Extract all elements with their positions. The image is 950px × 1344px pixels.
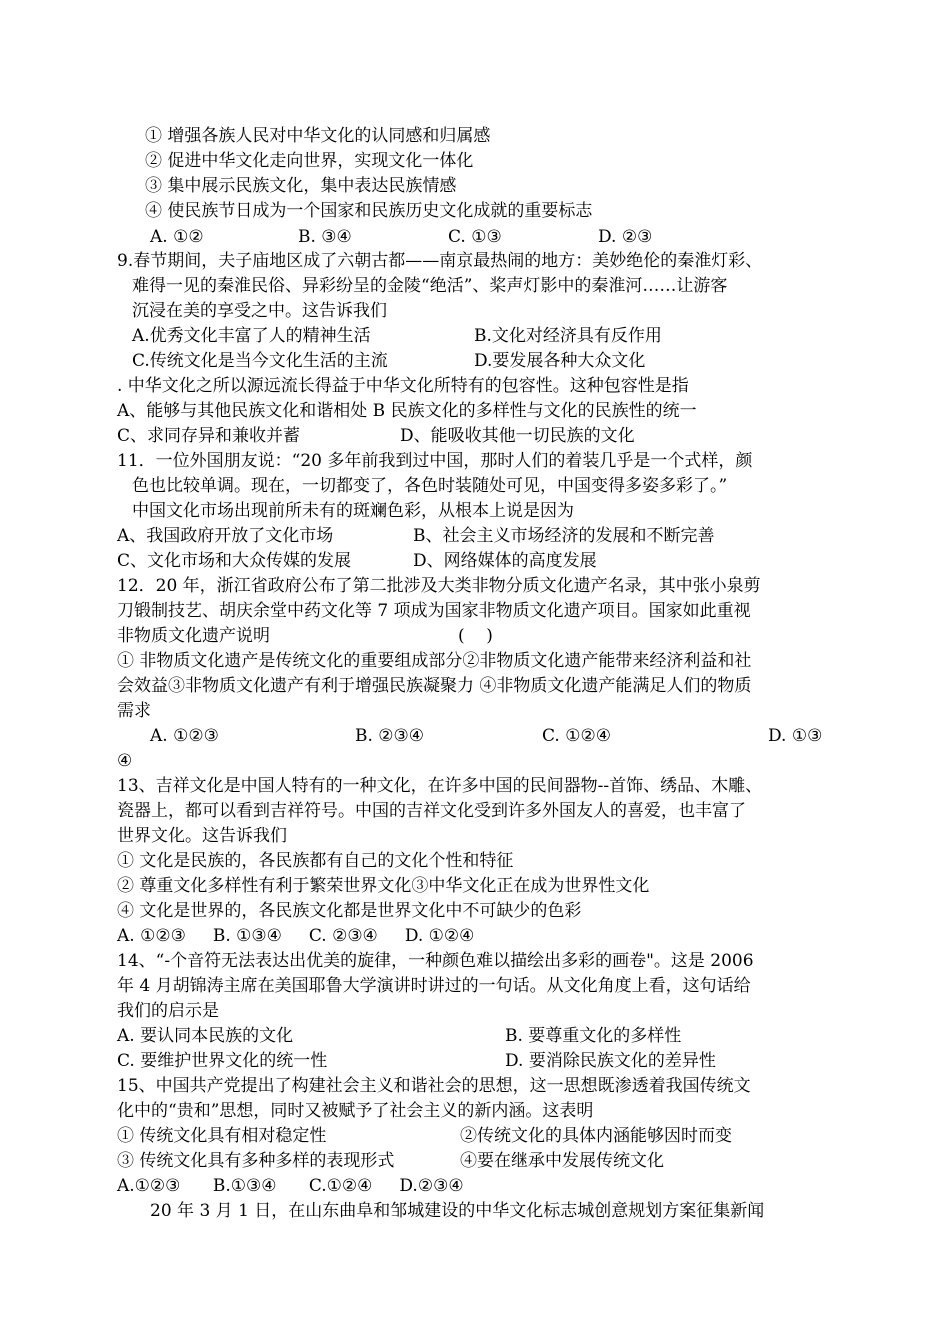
q12-options-line-3: 需求 [117, 701, 151, 721]
q13-answers: A. ①②③ B. ①③④ C. ②③④ D. ①②④ [117, 926, 475, 946]
q12-stem-line-3: 非物质文化遗产说明 [117, 626, 270, 646]
q12-answer-c: C. ①②④ [542, 726, 611, 746]
q11-answer-b: B、社会主义市场经济的发展和不断完善 [413, 526, 715, 546]
q11-stem-line-2: 色也比较单调。现在，一切都变了，各色时装随处可见，中国变得多姿多彩了。” [132, 476, 728, 496]
q14-stem-line-2: 年 4 月胡锦涛主席在美国耶鲁大学演讲时讲过的一句话。从文化角度上看，这句话给 [117, 976, 751, 996]
q15-option-3: ③ 传统文化具有多种多样的表现形式 [117, 1151, 395, 1171]
q15-stem-line-1: 15、中国共产党提出了构建社会主义和谐社会的思想，这一思想既渗透着我国传统文 [117, 1076, 751, 1096]
q14-stem-line-3: 我们的启示是 [117, 1001, 219, 1021]
q15-answers: A.①②③ B.①③④ C.①②④ D.②③④ [117, 1176, 464, 1196]
q8-answer-b: B. ③④ [298, 227, 352, 247]
q13-stem-line-3: 世界文化。这告诉我们 [117, 826, 287, 846]
q10-answer-ab: A、能够与其他民族文化和谐相处 B 民族文化的多样性与文化的民族性的统一 [117, 401, 697, 421]
q11-answer-c: C、文化市场和大众传媒的发展 [117, 551, 352, 571]
q9-stem-line-1: 9.春节期间，夫子庙地区成了六朝古都——南京最热闹的地方：美妙绝伦的秦淮灯彩、 [117, 251, 763, 271]
q8-option-4: ④ 使民族节日成为一个国家和民族历史文化成就的重要标志 [145, 201, 593, 221]
q15-option-2: ②传统文化的具体内涵能够因时而变 [460, 1126, 732, 1146]
q14-stem-line-1: 14、“-个音符无法表达出优美的旋律，一种颜色难以描绘出多彩的画卷"。这是 2006 [117, 951, 754, 971]
q12-answer-b: B. ②③④ [355, 726, 425, 746]
q8-answer-d: D. ②③ [598, 227, 653, 247]
q14-answer-c: C. 要维护世界文化的统一性 [117, 1051, 328, 1071]
q10-answer-c: C、求同存异和兼收并蓄 [117, 426, 301, 446]
q13-option-2-3: ② 尊重文化多样性有利于繁荣世界文化③中华文化正在成为世界性文化 [117, 876, 650, 896]
q12-options-line-1: ① 非物质文化遗产是传统文化的重要组成部分②非物质文化遗产能带来经济利益和社 [117, 651, 752, 671]
q9-answer-b: B.文化对经济具有反作用 [474, 326, 662, 346]
q12-answer-a: A. ①②③ [150, 726, 219, 746]
q8-option-2: ② 促进中华文化走向世界，实现文化一体化 [145, 151, 474, 171]
q12-options-line-2: 会效益③非物质文化遗产有利于增强民族凝聚力 ④非物质文化遗产能满足人们的物质 [117, 676, 752, 696]
q12-stem-line-2: 刀锻制技艺、胡庆余堂中药文化等 7 项成为国家非物质文化遗产项目。国家如此重视 [117, 601, 751, 621]
q14-answer-a: A. 要认同本民族的文化 [117, 1026, 294, 1046]
q15-option-1: ① 传统文化具有相对稳定性 [117, 1126, 327, 1146]
q14-answer-d: D. 要消除民族文化的差异性 [505, 1051, 716, 1071]
q9-stem-line-3: 沉浸在美的享受之中。这告诉我们 [132, 301, 387, 321]
q13-stem-line-2: 瓷器上，都可以看到吉祥符号。中国的吉祥文化受到许多外国友人的喜爱，也丰富了 [117, 801, 746, 821]
q11-stem-line-1: 11．一位外国朋友说：“20 多年前我到过中国，那时人们的着装几乎是一个式样，颜 [117, 451, 753, 471]
q12-answer-d: D. ①③ [768, 726, 823, 746]
q15-option-4: ④要在继承中发展传统文化 [460, 1151, 664, 1171]
q9-stem-line-2: 难得一见的秦淮民俗、异彩纷呈的金陵“绝活”、桨声灯影中的秦淮河……让游客 [132, 276, 728, 296]
q9-answer-c: C.传统文化是当今文化生活的主流 [132, 351, 388, 371]
q9-answer-a: A.优秀文化丰富了人的精神生活 [132, 326, 371, 346]
q8-answer-c: C. ①③ [448, 227, 502, 247]
q14-answer-b: B. 要尊重文化的多样性 [505, 1026, 682, 1046]
q13-option-4: ④ 文化是世界的，各民族文化都是世界文化中不可缺少的色彩 [117, 901, 582, 921]
q16-stem-line-1: 20 年 3 月 1 日，在山东曲阜和邹城建设的中华文化标志城创意规划方案征集新闻 [150, 1201, 765, 1221]
q10-answer-d: D、能吸收其他一切民族的文化 [400, 426, 635, 446]
q13-stem-line-1: 13、吉祥文化是中国人特有的一种文化，在许多中国的民间器物--首饰、绣品、木雕、 [117, 776, 763, 796]
q11-answer-d: D、网络媒体的高度发展 [413, 551, 597, 571]
q10-stem: . 中华文化之所以源远流长得益于中华文化所特有的包容性。这种包容性是指 [117, 376, 689, 396]
q9-answer-d: D.要发展各种大众文化 [474, 351, 646, 371]
q12-answer-d-continued: ④ [117, 751, 133, 771]
q8-option-3: ③ 集中展示民族文化，集中表达民族情感 [145, 176, 457, 196]
q12-stem-line-1: 12．20 年，浙江省政府公布了第二批涉及大类非物分质文化遗产名录，其中张小泉剪 [117, 576, 761, 596]
q13-option-1: ① 文化是民族的，各民族都有自己的文化个性和特征 [117, 851, 514, 871]
q11-answer-a: A、我国政府开放了文化市场 [117, 526, 334, 546]
q8-option-1: ① 增强各族人民对中华文化的认同感和归属感 [145, 126, 491, 146]
q15-stem-line-2: 化中的“贵和”思想，同时又被赋予了社会主义的新内涵。这表明 [117, 1101, 594, 1121]
q8-answer-a: A. ①② [150, 227, 204, 247]
q11-stem-line-3: 中国文化市场出现前所未有的斑斓色彩，从根本上说是因为 [132, 501, 574, 521]
q12-answer-blank: ( ) [458, 626, 493, 646]
